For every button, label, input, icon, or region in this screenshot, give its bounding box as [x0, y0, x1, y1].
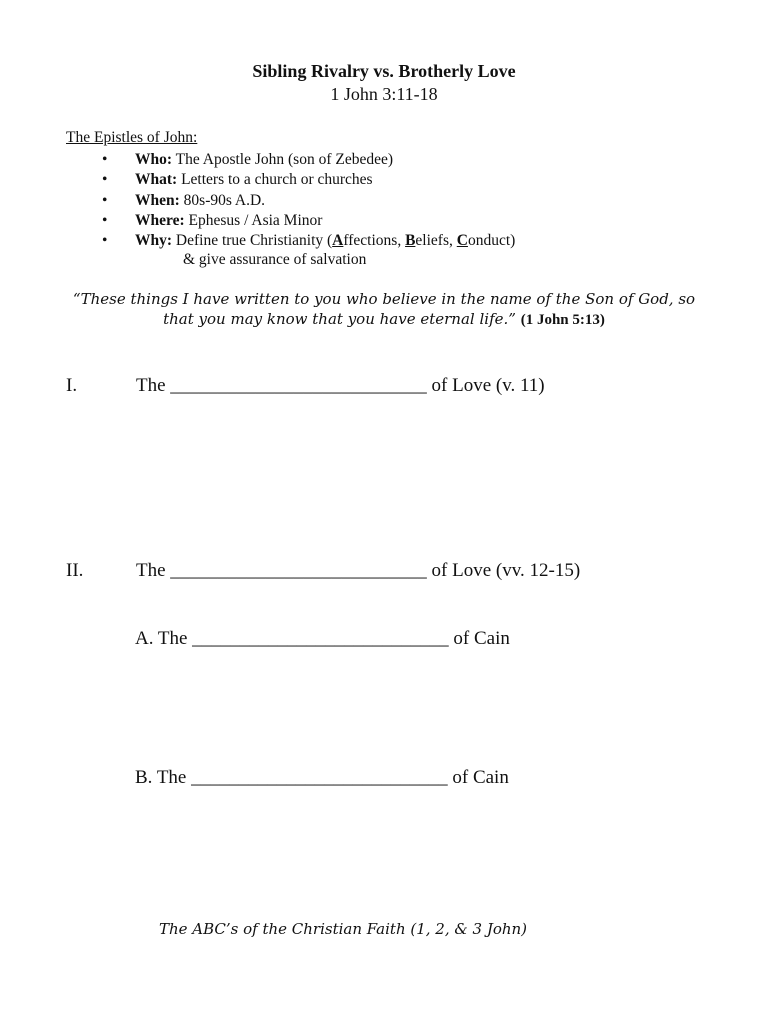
document-title: Sibling Rivalry vs. Brotherly Love: [252, 61, 516, 81]
item-text: eliefs,: [415, 232, 457, 250]
bullet-icon: •: [102, 211, 108, 229]
why-continuation: & give assurance of salvation: [183, 251, 367, 268]
item-label: Why:: [135, 232, 173, 250]
item-label: When:: [135, 191, 180, 209]
item-text: ffections,: [343, 232, 406, 250]
list-item-why: [100, 231, 515, 251]
abc-letter-c: C: [456, 232, 468, 250]
item-text: Define true Christianity (: [175, 232, 333, 250]
abc-letter-a: A: [332, 232, 344, 250]
quote-citation: (1 John 5:13): [520, 312, 605, 328]
bullet-icon: •: [102, 151, 108, 168]
quote-text: “These things I have written to you who believe in the name of the Son of God, so that you may know that you have eternal life.”: [72, 290, 696, 328]
epistles-list: [100, 150, 515, 251]
list-item-when: [100, 191, 515, 211]
outline-point-2: The ___________________________ of Love (vv. 12-15): [136, 560, 581, 581]
outline-numeral-1: I.: [66, 375, 78, 396]
item-text: Ephesus / Asia Minor: [188, 211, 323, 229]
item-label: What:: [135, 171, 178, 189]
item-label: Who:: [135, 151, 173, 168]
epistles-heading: The Epistles of John:: [66, 129, 198, 146]
item-text: onduct): [467, 232, 516, 250]
outline-subpoint-a: A. The ___________________________ of Cain: [135, 628, 510, 649]
page-footer: The ABC’s of the Christian Faith (1, 2, & 3 John): [158, 920, 528, 938]
item-label: Where:: [135, 211, 185, 229]
scripture-reference: 1 John 3:11-18: [330, 84, 438, 104]
list-item-who: [100, 150, 515, 170]
item-text: 80s-90s A.D.: [183, 191, 266, 209]
bullet-icon: •: [102, 232, 108, 250]
outline-numeral-2: II.: [66, 560, 84, 581]
list-item-what: [100, 170, 515, 190]
item-text: The Apostle John (son of Zebedee): [175, 151, 394, 168]
bullet-icon: •: [102, 171, 108, 189]
outline-subpoint-b: B. The ___________________________ of Cain: [135, 767, 509, 788]
scripture-quote: [60, 289, 708, 330]
bullet-icon: •: [102, 191, 108, 209]
abc-letter-b: B: [405, 232, 416, 250]
item-text: Letters to a church or churches: [181, 171, 373, 189]
outline-point-1: The ___________________________ of Love (v. 11): [136, 375, 545, 396]
list-item-where: [100, 211, 515, 231]
